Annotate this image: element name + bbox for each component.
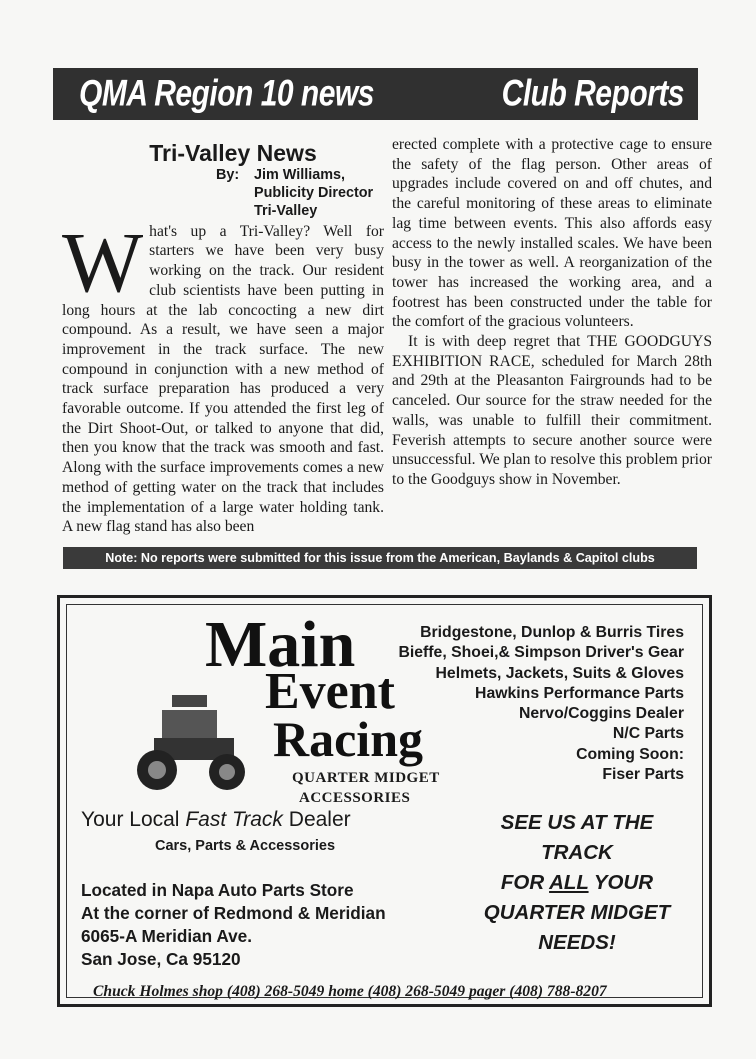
dealer-headline-pre: Your Local [81, 808, 186, 831]
article-body-right-p1: erected complete with a protective cage to ensure the safety of the flag person. Other areas of upgrades include covered on and off chutes, and the careful monitoring of these areas to eliminate lag time between events. This also affords easy access to the newly installed scales. We have been busy in the tower as well. A reorganization of the tower has increased the working area, and a footrest has been constructed under the table for the comfort of the gracious volunteers. [392, 136, 712, 331]
location-line: 6065-A Meridian Ave. [81, 926, 252, 946]
article-title: Tri-Valley News [149, 140, 317, 166]
byline-label: By: [216, 166, 240, 183]
location-line: At the corner of Redmond & Meridian [81, 903, 386, 923]
contact-phones: Chuck Holmes shop (408) 268-5049 home (408) 268-5049 pager (408) 788-8207 [93, 983, 607, 1000]
see-us-for: FOR [500, 871, 550, 894]
note-bar [63, 547, 697, 569]
newsletter-title: QMA Region 10 news [79, 72, 374, 114]
advertisement [57, 595, 712, 1007]
see-us-all: ALL [549, 871, 589, 894]
see-us-line: QUARTER MIDGET [483, 901, 671, 924]
logo-word-racing: Racing [273, 711, 423, 767]
logo-tagline-2: ACCESSORIES [299, 790, 411, 806]
article-left-column [62, 140, 384, 537]
byline [62, 166, 384, 222]
article-body-left: hat's up a Tri-Valley? Well for starters we have been very busy working on the track. Our resident club scientists have been putting in long hours at the lab concocting a new dirt compound. As a result, we have seen a major improvement in the track surface. The new compound in conjunction with a new method of track surface preparation has produced a very favorable outcome. If you attended the first leg of the Dirt Shoot-Out, or talked to anyone that did, then you know that the track was smooth and fast. Along with the surface improvements comes a new method of getting water on the track that includes the implementation of a large water holding tank. A new flag stand has also been [62, 222, 384, 536]
advertisement-inner-border [66, 604, 703, 998]
parts-list [364, 623, 684, 785]
location-line: San Jose, Ca 95120 [81, 949, 241, 969]
see-us-line: NEEDS! [538, 931, 616, 954]
article-body-right-p2: It is with deep regret that THE GOODGUYS EXHIBITION RACE, scheduled for March 28th and 29th at the Pleasanton Fairgrounds had to be canceled. Our source for the straw needed for the walls, was unable to fulfill their commitment. Feverish attempts to secure another source were unsuccessful. We plan to resolve this problem prior to the Goodguys show in November. [392, 333, 712, 488]
see-us-line: TRACK [541, 841, 613, 864]
see-us-line [462, 868, 692, 898]
parts-list-item: Hawkins Performance Parts [475, 684, 684, 702]
dealer-headline-post: Dealer [282, 808, 351, 831]
section-title: Club Reports [501, 72, 684, 114]
logo-word-main: Main [205, 608, 356, 681]
parts-list-item: Bieffe, Shoei,& Simpson Driver's Gear [398, 644, 684, 662]
logo-word-event: Event [265, 663, 395, 720]
race-car-icon [132, 690, 252, 800]
parts-list-item: N/C Parts [612, 725, 684, 743]
byline-role: Publicity Director [254, 184, 374, 201]
location-line: Located in Napa Auto Parts Store [81, 880, 354, 900]
drop-cap: W [62, 213, 144, 310]
see-us-your: YOUR [588, 871, 654, 894]
dealer-subtitle: Cars, Parts & Accessories [155, 838, 336, 854]
parts-list-item: Bridgestone, Dunlop & Burris Tires [420, 624, 684, 641]
parts-list-item: Helmets, Jackets, Suits & Gloves [435, 664, 684, 682]
logo-tagline-1: QUARTER MIDGET [292, 770, 440, 786]
byline-club: Tri-Valley [254, 202, 318, 219]
parts-list-item: Coming Soon: [576, 745, 684, 763]
note-text: Note: No reports were submitted for this issue from the American, Baylands & Capitol clubs [105, 551, 655, 565]
see-us-callout [462, 808, 692, 958]
parts-list-item: Fiser Parts [602, 766, 684, 784]
byline-author: Jim Williams, [254, 166, 346, 183]
article-right-column [392, 135, 712, 490]
store-location [81, 879, 386, 971]
see-us-line: SEE US AT THE [500, 811, 654, 834]
newsletter-header-bar [53, 68, 698, 120]
parts-list-item: Nervo/Coggins Dealer [518, 705, 684, 723]
dealer-headline-emphasis: Fast Track [185, 808, 283, 831]
dealer-headline [81, 808, 351, 832]
